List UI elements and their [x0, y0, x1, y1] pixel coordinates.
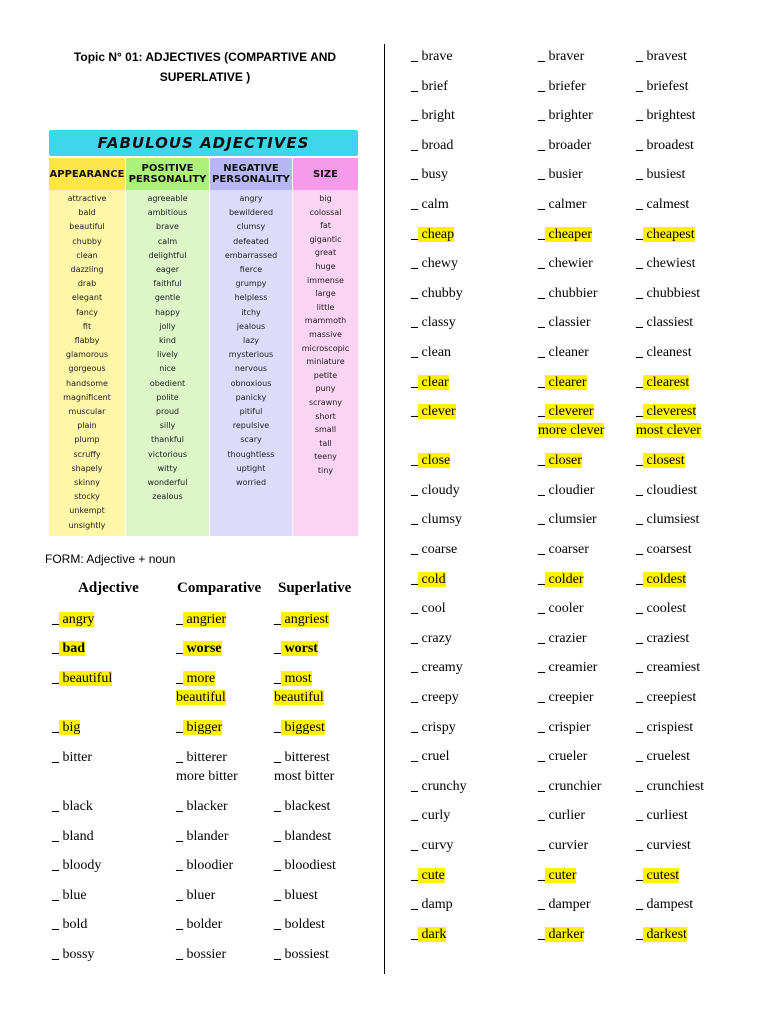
- poster-column-header: POSITIVE PERSONALITY: [126, 158, 209, 190]
- superlative-cell: _ most beautiful: [274, 671, 324, 705]
- adjective-cell: _ bitter: [52, 750, 93, 765]
- comparative-cell: _ blacker: [176, 799, 228, 814]
- superlative-cell: _ calmest: [636, 197, 690, 212]
- comparative-cell: _ coarser: [538, 542, 589, 557]
- superlative-cell: _ chubbiest: [636, 285, 701, 301]
- adjective-cell: _ clever: [411, 404, 456, 420]
- title-line-2: SUPERLATIVE ): [159, 70, 251, 84]
- superlative-cell: _ chewiest: [636, 256, 696, 272]
- poster-heading: FABULOUS ADJECTIVES: [49, 130, 358, 156]
- poster-column-header: NEGATIVE PERSONALITY: [210, 158, 292, 190]
- adjective-cell: _ broad: [411, 137, 454, 153]
- superlative-cell: _ creepiest: [636, 690, 697, 705]
- adjective-cell: _ blue: [52, 888, 87, 903]
- comparative-cell: _ bluer: [176, 888, 216, 903]
- adjective-cell: _ cloudy: [411, 482, 460, 498]
- comparative-cell: _ clearer: [538, 374, 587, 390]
- adjective-cell: _ cute: [411, 867, 445, 883]
- superlative-cell: _ broadest: [636, 137, 694, 153]
- superlative-cell: _ busiest: [636, 167, 686, 183]
- superlative-cell: _ boldest: [274, 917, 325, 932]
- header-superlative: Superlative: [278, 580, 352, 596]
- adjective-cell: _ bland: [52, 829, 94, 844]
- adjective-cell: _ brief: [411, 78, 448, 94]
- superlative-cell: _ clearest: [636, 374, 690, 390]
- comparative-cell: _ classier: [538, 315, 591, 331]
- adjective-cell: _ big: [52, 720, 81, 735]
- superlative-cell: _ crispiest: [636, 719, 694, 735]
- adjective-cell: _ bold: [52, 917, 88, 932]
- poster-column-negative: [210, 158, 292, 536]
- comparative-cell: _ clumsier: [538, 512, 597, 528]
- comparative-cell: _ briefer: [538, 78, 586, 94]
- adjective-cell: _ crunchy: [411, 778, 467, 794]
- superlative-cell: _ craziest: [636, 630, 690, 646]
- poster-word-list: agreeable ambitious brave calm delightful eager faithful gentle happy jolly kind lively nice obedient polite proud silly thankful victorious witty wonderful zealous: [147, 194, 188, 502]
- superlative-cell: _ classiest: [636, 315, 694, 331]
- adjective-cell: _ coarse: [411, 542, 458, 557]
- comparative-cell: _ creamier: [538, 660, 598, 676]
- adjective-cell: _ damp: [411, 897, 453, 913]
- adjective-cell: _ classy: [411, 315, 456, 331]
- superlative-cell: _ bluest: [274, 888, 318, 903]
- comparative-cell: _ angrier: [176, 612, 227, 627]
- adjective-cell: _ cheap: [411, 226, 455, 242]
- comparative-cell: _ blander: [176, 829, 229, 844]
- adjective-cell: _ chewy: [411, 256, 459, 272]
- comparative-cell: _ more beautiful: [176, 671, 226, 705]
- poster-word-list: big colossal fat gigantic great huge immense large little mammoth massive microscopic miniature petite puny scrawny short small tall teeny tiny: [301, 194, 350, 475]
- superlative-cell: _ angriest: [274, 612, 329, 627]
- comparative-cell: _ cuter: [538, 867, 577, 883]
- superlative-cell: _ curviest: [636, 838, 691, 853]
- adjective-cell: _ clumsy: [411, 512, 462, 528]
- superlative-cell: _ curliest: [636, 808, 688, 824]
- adjective-cell: _ calm: [411, 197, 449, 212]
- adjective-cell: _ cold: [411, 571, 446, 587]
- header-comparative: Comparative: [177, 580, 262, 596]
- superlative-cell: _ creamiest: [636, 660, 701, 676]
- comparative-cell: _ braver: [538, 49, 585, 64]
- superlative-cell: _ bravest: [636, 49, 687, 64]
- adjective-cell: _ dark: [411, 926, 447, 942]
- comparative-cell: _ closer: [538, 453, 582, 469]
- adjective-cell: _ bossy: [52, 947, 95, 962]
- superlative-cell: _ cloudiest: [636, 482, 698, 498]
- superlative-cell: _ clumsiest: [636, 512, 700, 528]
- superlative-cell: _ briefest: [636, 78, 689, 94]
- adjective-cell: _ black: [52, 799, 93, 814]
- adjective-cell: _ brave: [411, 49, 453, 64]
- comparative-cell: _ curlier: [538, 808, 586, 824]
- adjective-cell: _ close: [411, 453, 451, 469]
- comparative-cell: _ bloodier: [176, 858, 234, 873]
- superlative-cell: _ blandest: [274, 829, 332, 844]
- poster-word-list: angry bewildered clumsy defeated embarrassed fierce grumpy helpless itchy jealous lazy mysterious nervous obnoxious panicky pitiful repulsive scary thoughtless uptight worried: [224, 194, 278, 488]
- title-line-1: Topic N° 01: ADJECTIVES (COMPARTIVE AND: [73, 50, 337, 64]
- superlative-cell: _ cleverest most clever: [636, 404, 701, 439]
- comparative-cell: _ chubbier: [538, 285, 598, 301]
- comparative-cell: _ cooler: [538, 601, 584, 617]
- poster-column-header: SIZE: [293, 158, 358, 190]
- comparative-cell: _ cleverer more clever: [538, 404, 605, 439]
- poster-column-header: APPEARANCE: [49, 158, 125, 190]
- comparative-cell: _ cheaper: [538, 226, 593, 242]
- adjective-cell: _ curly: [411, 808, 451, 824]
- adjective-cell: _ cool: [411, 601, 446, 617]
- superlative-cell: _ darkest: [636, 926, 687, 942]
- superlative-cell: _ closest: [636, 453, 685, 469]
- superlative-cell: _ blackest: [274, 799, 331, 814]
- comparative-cell: _ darker: [538, 926, 585, 942]
- superlative-cell: _ bloodiest: [274, 858, 336, 873]
- poster-column-size: [293, 158, 358, 536]
- superlative-cell: _ biggest: [274, 720, 325, 735]
- comparative-cell: _ bigger: [176, 720, 223, 735]
- comparative-cell: _ broader: [538, 137, 592, 153]
- adjective-cell: _ clean: [411, 345, 452, 360]
- comparative-cell: _ cleaner: [538, 345, 589, 360]
- poster-column-appearance: [49, 158, 125, 536]
- adjective-cell: _ bright: [411, 108, 455, 124]
- comparative-cell: _ busier: [538, 167, 583, 183]
- adjective-cell: _ bad: [52, 641, 86, 656]
- comparative-cell: _ colder: [538, 571, 584, 587]
- comparative-cell: _ brighter: [538, 108, 593, 124]
- comparative-cell: _ bossier: [176, 947, 227, 962]
- comparative-cell: _ crazier: [538, 630, 587, 646]
- adjective-cell: _ busy: [411, 167, 448, 183]
- comparative-cell: _ calmer: [538, 197, 587, 212]
- superlative-cell: _ bitterest most bitter: [274, 750, 335, 784]
- comparative-cell: _ chewier: [538, 256, 593, 272]
- comparative-cell: _ crispier: [538, 719, 591, 735]
- superlative-cell: _ cruelest: [636, 749, 691, 765]
- comparative-cell: _ creepier: [538, 690, 594, 705]
- superlative-cell: _ worst: [274, 641, 318, 656]
- comparative-cell: _ bitterer more bitter: [176, 750, 238, 784]
- adjective-cell: _ creamy: [411, 660, 463, 676]
- comparative-cell: _ crueler: [538, 749, 588, 765]
- superlative-cell: _ brightest: [636, 108, 696, 124]
- superlative-cell: _ coarsest: [636, 542, 692, 557]
- comparative-cell: _ crunchier: [538, 778, 602, 794]
- comparative-cell: _ cloudier: [538, 482, 595, 498]
- header-adjective: Adjective: [78, 580, 139, 596]
- adjective-cell: _ crispy: [411, 719, 456, 735]
- superlative-cell: _ cutest: [636, 867, 680, 883]
- superlative-cell: _ dampest: [636, 897, 694, 913]
- superlative-cell: _ bossiest: [274, 947, 329, 962]
- comparative-cell: _ damper: [538, 897, 591, 913]
- superlative-cell: _ coolest: [636, 601, 687, 617]
- adjective-cell: _ crazy: [411, 630, 452, 646]
- adjective-cell: _ angry: [52, 612, 95, 627]
- comparative-cell: _ bolder: [176, 917, 223, 932]
- column-divider: [384, 44, 385, 974]
- comparative-cell: _ curvier: [538, 838, 589, 853]
- adjectives-poster: [49, 130, 358, 537]
- superlative-cell: _ cleanest: [636, 345, 692, 360]
- superlative-cell: _ coldest: [636, 571, 687, 587]
- superlative-cell: _ cheapest: [636, 226, 695, 242]
- poster-word-list: attractive bald beautiful chubby clean dazzling drab elegant fancy fit flabby glamorous gorgeous handsome magnificent muscular plain plump scruffy shapely skinny stocky unkempt unsightly: [63, 194, 111, 530]
- adjective-cell: _ clear: [411, 374, 449, 390]
- adjective-cell: _ bloody: [52, 858, 102, 873]
- comparative-cell: _ worse: [176, 641, 222, 656]
- superlative-cell: _ crunchiest: [636, 778, 705, 794]
- poster-column-positive: [126, 158, 209, 536]
- adjective-cell: _ beautiful: [52, 671, 113, 686]
- form-label: FORM: Adjective + noun: [45, 552, 176, 566]
- adjective-cell: _ cruel: [411, 749, 450, 765]
- adjective-cell: _ curvy: [411, 838, 454, 853]
- adjective-cell: _ chubby: [411, 285, 463, 301]
- adjective-cell: _ creepy: [411, 690, 459, 705]
